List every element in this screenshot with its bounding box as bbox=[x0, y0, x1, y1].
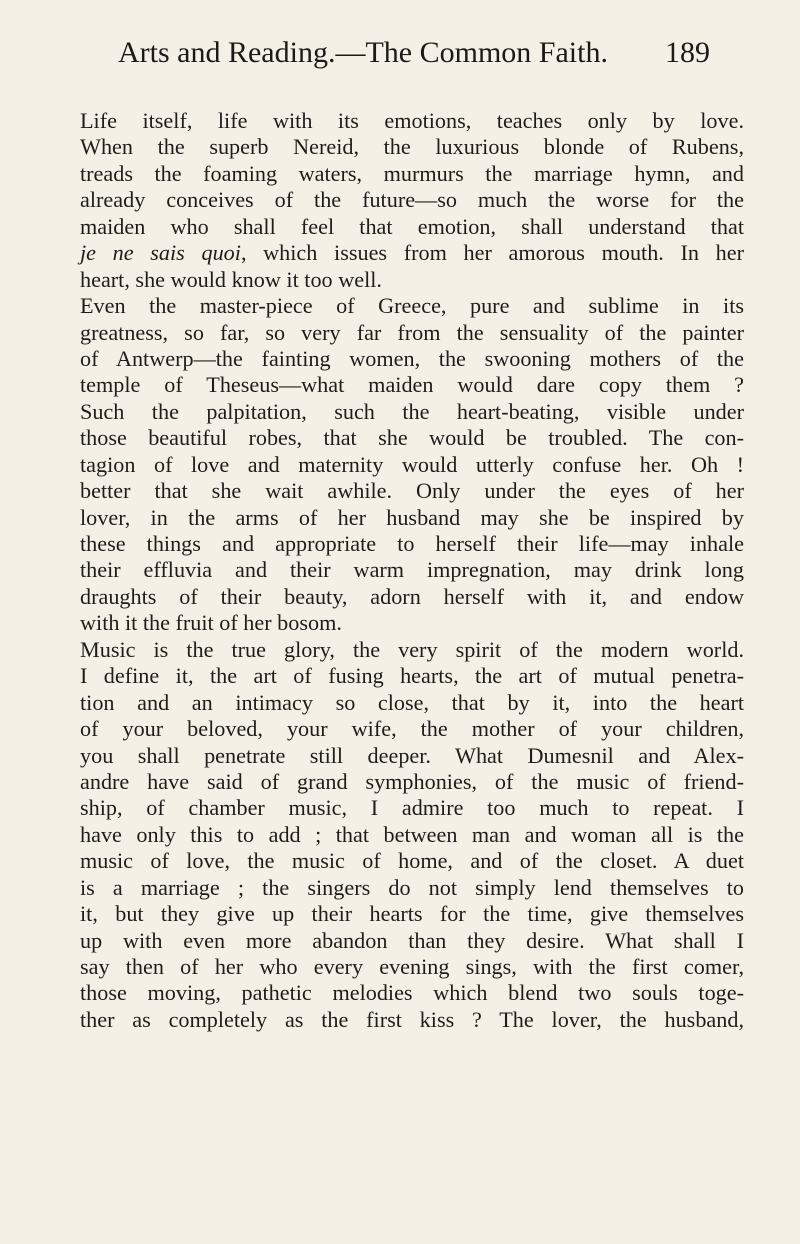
text-line: greatness, so far, so very far from the sensuality of the painter bbox=[80, 319, 744, 345]
text-line-italic-phrase bbox=[80, 240, 744, 266]
text-line: with it the fruit of her bosom. bbox=[80, 610, 342, 636]
text-line: ther as completely as the first kiss ? The lover, the husband, bbox=[80, 1006, 744, 1032]
text-line: those beautiful robes, that she would be troubled. The con- bbox=[80, 425, 744, 451]
text-line: andre have said of grand symphonies, of the music of friend- bbox=[80, 768, 744, 794]
text-line: Such the palpitation, such the heart-beating, visible under bbox=[80, 398, 744, 424]
text-line: lover, in the arms of her husband may she be inspired by bbox=[80, 504, 744, 530]
text-line: Music is the true glory, the very spirit of the modern world. bbox=[80, 636, 744, 662]
text-line: When the superb Nereid, the luxurious blonde of Rubens, bbox=[80, 134, 744, 160]
body-text bbox=[80, 108, 744, 1033]
text-line: these things and appropriate to herself their life—may inhale bbox=[80, 531, 744, 556]
text-line: those moving, pathetic melodies which blend two souls toge- bbox=[80, 980, 744, 1006]
text-line: Even the master-piece of Greece, pure and sublime in its bbox=[80, 293, 744, 319]
text-line: say then of her who every evening sings, with the first comer, bbox=[80, 954, 744, 979]
text-line: their effluvia and their warm impregnation, may drink long bbox=[80, 557, 744, 583]
running-title: Arts and Reading.—The Common Faith. bbox=[118, 36, 608, 69]
text-line: heart, she would know it too well. bbox=[80, 266, 382, 292]
text-line: of Antwerp—the fainting women, the swooning mothers of the bbox=[80, 345, 744, 371]
text-line: tagion of love and maternity would utterly confuse her. Oh ! bbox=[80, 451, 744, 477]
text-line: Life itself, life with its emotions, teaches only by love. bbox=[80, 108, 744, 133]
text-line: it, but they give up their hearts for the time, give themselves bbox=[80, 901, 744, 927]
text-line: ship, of chamber music, I admire too much to repeat. I bbox=[80, 795, 744, 821]
text-line: treads the foaming waters, murmurs the marriage hymn, and bbox=[80, 160, 744, 186]
text-line: draughts of their beauty, adorn herself with it, and endow bbox=[80, 583, 744, 609]
text-line: of your beloved, your wife, the mother of your children, bbox=[80, 716, 744, 742]
text-line: you shall penetrate still deeper. What Dumesnil and Alex- bbox=[80, 742, 744, 768]
text-line: I define it, the art of fusing hearts, the art of mutual penetra- bbox=[80, 663, 744, 689]
text-line: tion and an intimacy so close, that by it, into the heart bbox=[80, 689, 744, 715]
italic-phrase: je ne sais quoi bbox=[80, 240, 241, 266]
text-line: temple of Theseus—what maiden would dare copy them ? bbox=[80, 372, 744, 398]
text-line: already conceives of the future—so much the worse for the bbox=[80, 187, 744, 213]
text-line: up with even more abandon than they desire. What shall I bbox=[80, 927, 744, 953]
page-number: 189 bbox=[665, 36, 710, 69]
text-line: better that she wait awhile. Only under the eyes of her bbox=[80, 478, 744, 504]
text-line: music of love, the music of home, and of the closet. A duet bbox=[80, 848, 744, 874]
text-line: have only this to add ; that between man and woman all is the bbox=[80, 821, 744, 847]
text-line: maiden who shall feel that emotion, shall understand that bbox=[80, 213, 744, 239]
text-line-rest: , which issues from her amorous mouth. In her bbox=[240, 240, 744, 266]
text-line: is a marriage ; the singers do not simply lend themselves to bbox=[80, 874, 744, 900]
